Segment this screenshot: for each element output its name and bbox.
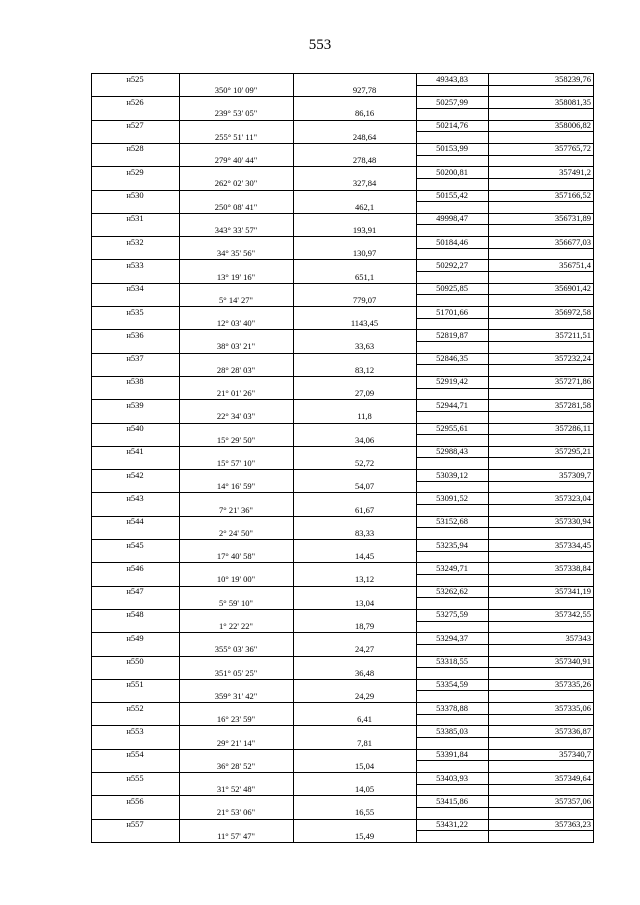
segment-row xyxy=(91,551,594,562)
segment-distance: 16,55 xyxy=(354,807,375,818)
table-bottom-border xyxy=(91,842,594,843)
point-row xyxy=(91,74,594,85)
point-name: н548 xyxy=(126,609,144,620)
point-y-coordinate: 356972,58 xyxy=(554,306,591,317)
point-name: н541 xyxy=(126,446,144,457)
segment-angle: 5° 14' 27" xyxy=(219,294,253,305)
point-y-coordinate: 357334,45 xyxy=(554,539,591,550)
point-row xyxy=(91,586,594,597)
point-y-coordinate: 357211,51 xyxy=(555,329,591,340)
point-x-coordinate: 53378,88 xyxy=(436,702,468,713)
point-name: н530 xyxy=(126,190,144,200)
point-name: н526 xyxy=(126,96,144,107)
point-name: н525 xyxy=(126,73,144,84)
point-row xyxy=(91,446,594,457)
segment-distance: 83,33 xyxy=(354,527,375,538)
segment-distance: 15,04 xyxy=(354,760,375,771)
segment-angle: 29° 21' 14" xyxy=(216,737,256,748)
segment-distance: 33,63 xyxy=(354,341,375,352)
segment-row xyxy=(91,714,594,725)
point-x-coordinate: 53235,94 xyxy=(436,539,468,550)
point-x-coordinate: 53262,62 xyxy=(436,586,468,597)
segment-distance: 54,07 xyxy=(354,481,375,492)
point-y-coordinate: 356901,42 xyxy=(554,283,591,294)
point-x-coordinate: 53294,37 xyxy=(436,632,468,643)
segment-row xyxy=(91,435,594,446)
segment-angle: 22° 34' 03" xyxy=(216,411,256,422)
point-y-coordinate: 357323,04 xyxy=(554,492,591,503)
point-name: н557 xyxy=(126,819,144,830)
point-x-coordinate: 53385,03 xyxy=(436,725,468,736)
point-x-coordinate: 53415,86 xyxy=(436,795,468,806)
point-x-coordinate: 53354,59 xyxy=(436,679,468,690)
point-row xyxy=(91,796,594,807)
segment-angle: 355° 03' 36" xyxy=(214,644,258,655)
page-number: 553 xyxy=(308,37,332,53)
segment-row xyxy=(91,668,594,679)
point-y-coordinate: 357340,7 xyxy=(559,749,591,760)
point-name: н542 xyxy=(126,469,144,480)
point-row xyxy=(91,307,594,318)
point-y-coordinate: 357166,52 xyxy=(554,190,591,200)
segment-distance: 13,12 xyxy=(354,574,375,585)
segment-row xyxy=(91,225,594,236)
point-y-coordinate: 357338,84 xyxy=(554,562,591,573)
segment-angle: 250° 08' 41" xyxy=(214,201,258,212)
segment-distance: 248,64 xyxy=(352,131,377,142)
point-row xyxy=(91,423,594,434)
segment-row xyxy=(91,202,594,213)
point-row xyxy=(91,400,594,411)
segment-row xyxy=(91,108,594,119)
point-y-coordinate: 357357,06 xyxy=(554,795,591,806)
point-row xyxy=(91,703,594,714)
point-name: н538 xyxy=(126,376,144,387)
point-row xyxy=(91,633,594,644)
segment-distance: 14,45 xyxy=(354,551,375,562)
point-x-coordinate: 53431,22 xyxy=(436,819,468,830)
segment-angle: 13° 19' 16" xyxy=(216,271,256,282)
point-y-coordinate: 358239,76 xyxy=(554,73,591,84)
point-y-coordinate: 357765,72 xyxy=(554,143,591,154)
point-y-coordinate: 357335,06 xyxy=(554,702,591,713)
point-name: н531 xyxy=(126,213,144,224)
point-y-coordinate: 357363,23 xyxy=(554,819,591,830)
segment-angle: 15° 57' 10" xyxy=(216,457,256,468)
point-y-coordinate: 357491,2 xyxy=(559,166,591,177)
segment-distance: 651,1 xyxy=(354,271,375,282)
point-name: н551 xyxy=(126,679,144,690)
point-name: н534 xyxy=(126,283,144,294)
point-y-coordinate: 356731,89 xyxy=(554,213,591,224)
point-row xyxy=(91,516,594,527)
point-x-coordinate: 53391,84 xyxy=(436,749,468,760)
point-x-coordinate: 50200,81 xyxy=(436,166,468,177)
point-name: н553 xyxy=(126,725,144,736)
point-row xyxy=(91,726,594,737)
segment-distance: 24,29 xyxy=(354,690,375,701)
point-x-coordinate: 52846,35 xyxy=(436,353,468,364)
point-x-coordinate: 53403,93 xyxy=(436,772,468,783)
point-name: н536 xyxy=(126,329,144,340)
segment-row xyxy=(91,248,594,259)
segment-distance: 7,81 xyxy=(357,737,372,748)
segment-row xyxy=(91,528,594,539)
segment-angle: 1° 22' 22" xyxy=(219,621,253,632)
point-x-coordinate: 50925,85 xyxy=(436,283,468,294)
point-y-coordinate: 358006,82 xyxy=(554,120,591,131)
segment-distance: 27,09 xyxy=(354,388,375,399)
point-y-coordinate: 357336,87 xyxy=(554,725,591,736)
segment-angle: 7° 21' 36" xyxy=(219,504,253,515)
point-x-coordinate: 49343,83 xyxy=(436,73,468,84)
segment-distance: 1143,45 xyxy=(350,318,379,329)
point-row xyxy=(91,609,594,620)
point-y-coordinate: 357330,94 xyxy=(554,516,591,527)
point-row xyxy=(91,819,594,830)
point-name: н527 xyxy=(126,120,144,131)
segment-angle: 38° 03' 21" xyxy=(216,341,256,352)
point-name: н537 xyxy=(126,353,144,364)
point-name: н543 xyxy=(126,492,144,503)
point-x-coordinate: 53152,68 xyxy=(436,516,468,527)
segment-distance: 6,41 xyxy=(357,714,372,725)
segment-angle: 17° 40' 58" xyxy=(216,551,256,562)
point-name: н532 xyxy=(126,236,144,247)
point-x-coordinate: 53091,52 xyxy=(436,492,468,503)
segment-angle: 359° 31' 42" xyxy=(214,690,258,701)
point-name: н544 xyxy=(126,516,144,527)
point-x-coordinate: 52988,43 xyxy=(436,446,468,457)
segment-distance: 24,27 xyxy=(354,644,375,655)
point-y-coordinate: 357335,26 xyxy=(554,679,591,690)
point-row xyxy=(91,283,594,294)
point-x-coordinate: 52944,71 xyxy=(436,399,468,410)
segment-row xyxy=(91,155,594,166)
point-row xyxy=(91,679,594,690)
segment-angle: 10° 19' 00" xyxy=(216,574,256,585)
point-x-coordinate: 50155,42 xyxy=(436,190,468,200)
point-row xyxy=(91,493,594,504)
point-y-coordinate: 357232,24 xyxy=(554,353,591,364)
segment-angle: 262° 02' 30" xyxy=(214,178,258,189)
segment-row xyxy=(91,481,594,492)
point-row xyxy=(91,167,594,178)
segment-row xyxy=(91,458,594,469)
segment-distance: 130,97 xyxy=(352,248,377,259)
segment-distance: 14,05 xyxy=(354,784,375,795)
point-row xyxy=(91,190,594,201)
point-row xyxy=(91,260,594,271)
point-name: н535 xyxy=(126,306,144,317)
segment-distance: 13,04 xyxy=(354,597,375,608)
segment-row xyxy=(91,318,594,329)
segment-row xyxy=(91,831,594,842)
segment-row xyxy=(91,295,594,306)
point-name: н555 xyxy=(126,772,144,783)
point-row xyxy=(91,97,594,108)
segment-row xyxy=(91,411,594,422)
segment-distance: 83,12 xyxy=(354,364,375,375)
segment-row xyxy=(91,644,594,655)
point-x-coordinate: 53039,12 xyxy=(436,469,468,480)
point-name: н554 xyxy=(126,749,144,760)
point-row xyxy=(91,353,594,364)
segment-angle: 350° 10' 09" xyxy=(214,85,258,96)
segment-row xyxy=(91,132,594,143)
segment-distance: 34,06 xyxy=(354,434,375,445)
segment-angle: 12° 03' 40" xyxy=(216,318,256,329)
point-y-coordinate: 357349,64 xyxy=(554,772,591,783)
segment-row xyxy=(91,505,594,516)
point-name: н552 xyxy=(126,702,144,713)
segment-angle: 2° 24' 50" xyxy=(219,527,253,538)
point-name: н545 xyxy=(126,539,144,550)
point-y-coordinate: 356751,4 xyxy=(559,259,591,270)
point-y-coordinate: 357309,7 xyxy=(559,469,591,480)
point-name: н547 xyxy=(126,586,144,597)
point-name: н533 xyxy=(126,259,144,270)
segment-row xyxy=(91,598,594,609)
point-name: н556 xyxy=(126,795,144,806)
coordinates-table xyxy=(91,73,594,843)
segment-distance: 462,1 xyxy=(354,201,375,212)
point-row xyxy=(91,540,594,551)
segment-distance: 18,79 xyxy=(354,621,375,632)
segment-row xyxy=(91,574,594,585)
point-row xyxy=(91,376,594,387)
segment-angle: 16° 23' 59" xyxy=(216,714,256,725)
point-name: н540 xyxy=(126,423,144,433)
segment-distance: 86,16 xyxy=(354,108,375,119)
segment-angle: 239° 53' 05" xyxy=(214,108,258,119)
segment-angle: 21° 53' 06" xyxy=(216,807,256,818)
segment-row xyxy=(91,85,594,96)
segment-row xyxy=(91,691,594,702)
segment-row xyxy=(91,178,594,189)
point-x-coordinate: 52819,87 xyxy=(436,329,468,340)
point-name: н539 xyxy=(126,399,144,410)
point-name: н528 xyxy=(126,143,144,154)
point-y-coordinate: 357340,91 xyxy=(554,656,591,666)
segment-angle: 15° 29' 50" xyxy=(216,434,256,445)
point-row xyxy=(91,143,594,154)
segment-row xyxy=(91,621,594,632)
segment-distance: 193,91 xyxy=(352,224,377,235)
segment-row xyxy=(91,272,594,283)
segment-row xyxy=(91,388,594,399)
point-name: н546 xyxy=(126,562,144,573)
point-row xyxy=(91,213,594,224)
segment-distance: 11,8 xyxy=(357,411,372,422)
point-row xyxy=(91,470,594,481)
point-x-coordinate: 52955,61 xyxy=(436,423,468,433)
point-x-coordinate: 53275,59 xyxy=(436,609,468,620)
point-name: н529 xyxy=(126,166,144,177)
segment-row xyxy=(91,784,594,795)
point-y-coordinate: 357295,21 xyxy=(554,446,591,457)
point-y-coordinate: 357281,58 xyxy=(554,399,591,410)
segment-angle: 14° 16' 59" xyxy=(216,481,256,492)
point-y-coordinate: 358081,35 xyxy=(554,96,591,107)
segment-row xyxy=(91,761,594,772)
segment-distance: 327,84 xyxy=(352,178,377,189)
point-x-coordinate: 53249,71 xyxy=(436,562,468,573)
point-name: н550 xyxy=(126,656,144,666)
point-row xyxy=(91,656,594,667)
segment-angle: 21° 01' 26" xyxy=(216,388,256,399)
point-row xyxy=(91,563,594,574)
point-y-coordinate: 357286,11 xyxy=(555,423,591,433)
segment-angle: 351° 05' 25" xyxy=(214,667,258,678)
point-row xyxy=(91,330,594,341)
segment-angle: 36° 28' 52" xyxy=(216,760,256,771)
segment-distance: 61,67 xyxy=(354,504,375,515)
point-x-coordinate: 53318,55 xyxy=(436,656,468,666)
segment-distance: 779,07 xyxy=(352,294,377,305)
point-y-coordinate: 357342,55 xyxy=(554,609,591,620)
point-row xyxy=(91,237,594,248)
point-row xyxy=(91,120,594,131)
point-y-coordinate: 357341,19 xyxy=(554,586,591,597)
segment-distance: 15,49 xyxy=(354,830,375,841)
segment-row xyxy=(91,738,594,749)
segment-distance: 52,72 xyxy=(354,457,375,468)
segment-angle: 343° 33' 57" xyxy=(214,224,258,235)
point-x-coordinate: 50214,76 xyxy=(436,120,468,131)
point-y-coordinate: 356677,03 xyxy=(554,236,591,247)
point-x-coordinate: 50292,27 xyxy=(436,259,468,270)
segment-distance: 927,78 xyxy=(352,85,377,96)
point-x-coordinate: 49998,47 xyxy=(436,213,468,224)
segment-row xyxy=(91,341,594,352)
segment-distance: 278,48 xyxy=(352,155,377,166)
segment-angle: 28° 28' 03" xyxy=(216,364,256,375)
segment-angle: 5° 59' 10" xyxy=(219,597,253,608)
segment-angle: 279° 40' 44" xyxy=(214,155,258,166)
point-row xyxy=(91,749,594,760)
segment-angle: 11° 57' 47" xyxy=(217,830,255,841)
point-x-coordinate: 52919,42 xyxy=(436,376,468,387)
segment-row xyxy=(91,807,594,818)
point-x-coordinate: 51701,66 xyxy=(436,306,468,317)
segment-angle: 34° 35' 56" xyxy=(216,248,256,259)
point-y-coordinate: 357343 xyxy=(565,632,591,643)
point-x-coordinate: 50257,99 xyxy=(436,96,468,107)
point-name: н549 xyxy=(126,632,144,643)
point-y-coordinate: 357271,86 xyxy=(554,376,591,387)
segment-row xyxy=(91,365,594,376)
segment-angle: 255° 51' 11" xyxy=(214,131,258,142)
point-x-coordinate: 50184,46 xyxy=(436,236,468,247)
segment-distance: 36,48 xyxy=(354,667,375,678)
point-row xyxy=(91,773,594,784)
point-x-coordinate: 50153,99 xyxy=(436,143,468,154)
segment-angle: 31° 52' 48" xyxy=(216,784,256,795)
